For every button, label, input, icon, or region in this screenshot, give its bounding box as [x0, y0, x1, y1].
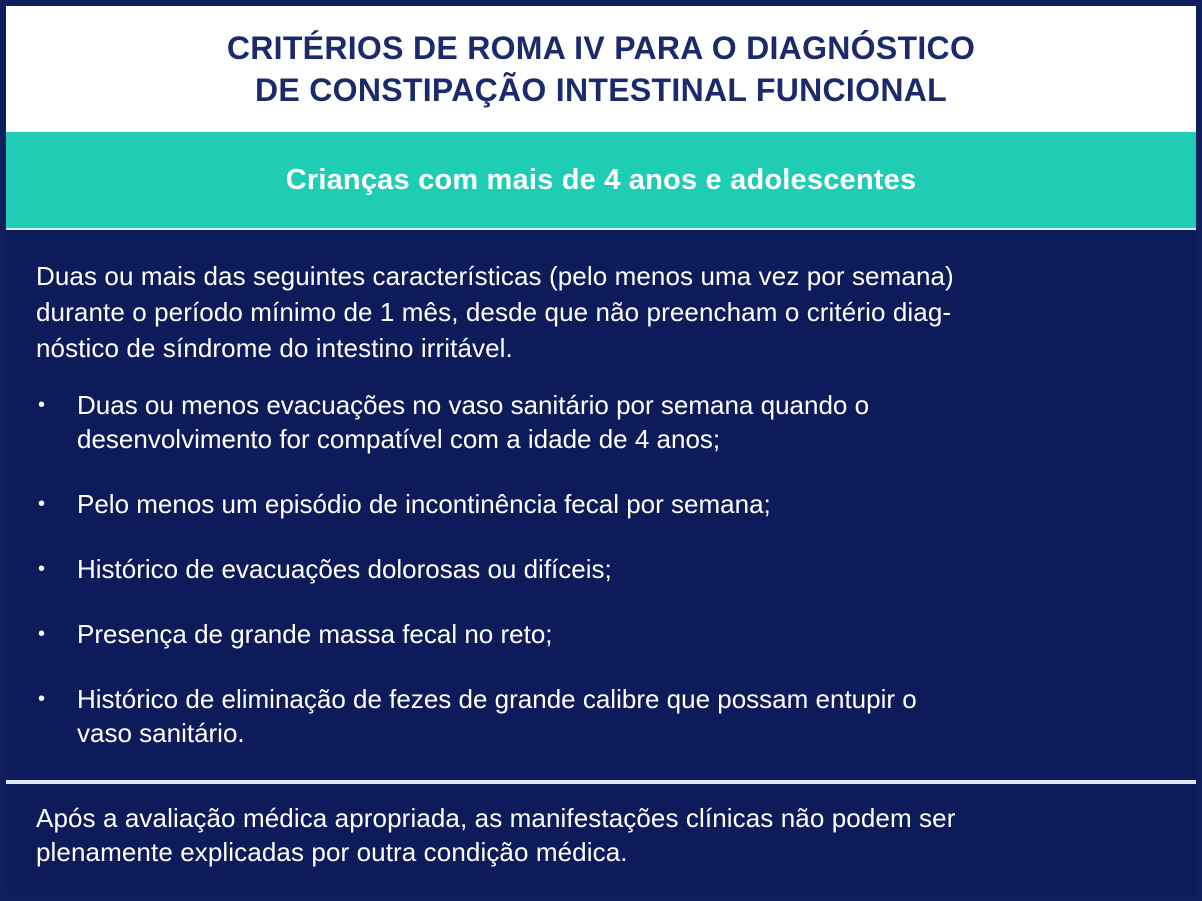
bullet-icon: • — [38, 394, 46, 416]
criteria-list — [36, 388, 1166, 750]
criteria-section — [6, 230, 1196, 780]
list-item-line: Histórico de eliminação de fezes de grande calibre que possam entupir o — [77, 684, 917, 714]
subtitle-band — [6, 132, 1196, 230]
title-line-1: CRITÉRIOS DE ROMA IV PARA O DIAGNÓSTICO — [226, 30, 976, 66]
list-item — [36, 682, 1166, 750]
list-item — [36, 617, 1166, 651]
list-item-line: vaso sanitário. — [77, 718, 245, 748]
intro-paragraph — [36, 258, 1166, 366]
intro-line-3: nóstico de síndrome do intestino irritável. — [36, 333, 513, 363]
list-item-text — [77, 388, 869, 456]
list-item — [36, 388, 1166, 456]
bullet-icon: • — [38, 493, 46, 515]
list-item-text — [77, 617, 553, 651]
list-item-line: Duas ou menos evacuações no vaso sanitário por semana quando o — [77, 390, 870, 420]
title-line-2: DE CONSTIPAÇÃO INTESTINAL FUNCIONAL — [255, 72, 947, 108]
list-item-line: Histórico de evacuações dolorosas ou difíceis; — [77, 554, 612, 584]
intro-line-1: Duas ou mais das seguintes características (pelo menos uma vez por semana) — [36, 261, 954, 291]
bullet-icon: • — [38, 558, 46, 580]
list-item — [36, 487, 1166, 521]
bullet-icon: • — [38, 688, 46, 710]
footer-note — [6, 784, 1196, 895]
list-item-line: Presença de grande massa fecal no reto; — [77, 619, 553, 649]
list-item-text — [77, 552, 612, 586]
list-item-text — [77, 487, 771, 521]
footer-line-1: Após a avaliação médica apropriada, as manifestações clínicas não podem ser — [36, 803, 956, 833]
subtitle: Crianças com mais de 4 anos e adolescentes — [285, 163, 917, 196]
title-box — [6, 6, 1196, 132]
intro-line-2: durante o período mínimo de 1 mês, desde que não preencham o critério diag- — [36, 297, 952, 327]
list-item-line: Pelo menos um episódio de incontinência fecal por semana; — [77, 489, 771, 519]
list-item-text — [77, 682, 917, 750]
list-item — [36, 552, 1166, 586]
bullet-icon: • — [38, 623, 46, 645]
list-item-line: desenvolvimento for compatível com a idade de 4 anos; — [77, 424, 721, 454]
footer-line-2: plenamente explicadas por outra condição médica. — [36, 837, 628, 867]
